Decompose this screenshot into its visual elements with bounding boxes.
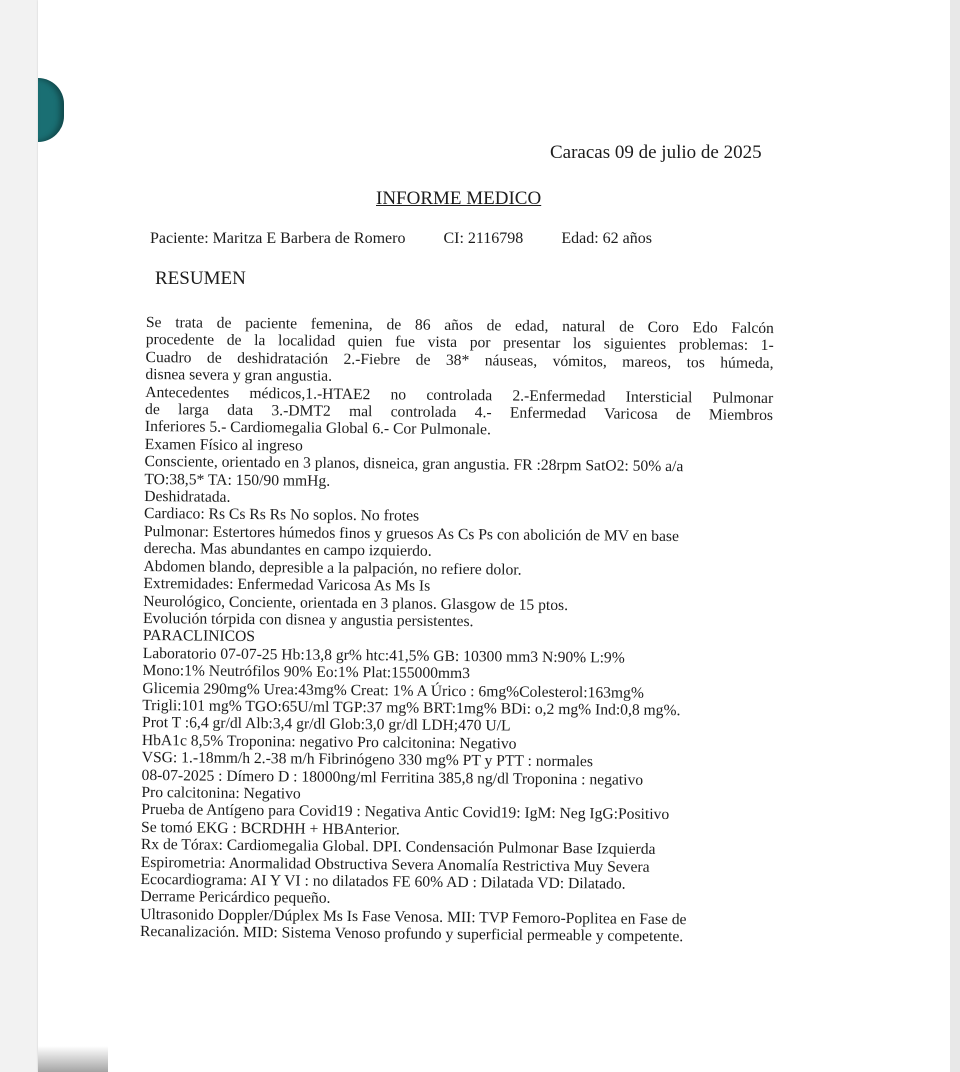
body-line: Abdomen blando, depresible a la palpación, no refiere dolor. bbox=[143, 557, 522, 579]
body-line: Cardiaco: Rs Cs Rs Rs No soplos. No frotes bbox=[143, 505, 420, 526]
body-line: VSG: 1.-18mm/h 2.-38 m/h Fibrinógeno 330 mg% PT y PTT : normales bbox=[141, 749, 594, 771]
body-line: Pro calcitonina: Negativo bbox=[141, 783, 301, 803]
report-body bbox=[140, 314, 774, 947]
body-line: Ecocardiograma: AI Y VI : no dilatados FE 60% AD : Dilatada VD: Dilatado. bbox=[140, 870, 626, 893]
body-line: Rx de Tórax: Cardiomegalia Global. DPI. Condensación Pulmonar Base Izquierda bbox=[140, 836, 656, 859]
body-line: Recanalización. MID: Sistema Venoso profundo y superficial permeable y competente. bbox=[139, 923, 684, 946]
body-line: PARACLINICOS bbox=[142, 627, 256, 646]
body-line: Inferiores 5.- Cardiomegalia Global 6.- Cor Pulmonale. bbox=[144, 418, 491, 439]
patient-name: Paciente: Maritza E Barbera de Romero bbox=[150, 230, 406, 247]
body-line: Espirometria: Anormalidad Obstructiva Severa Anomalía Restrictiva Muy Severa bbox=[140, 853, 650, 876]
body-line: Laboratorio 07-07-25 Hb:13,8 gr% htc:41,5% GB: 10300 mm3 N:90% L:9% bbox=[142, 644, 625, 667]
patient-info bbox=[150, 230, 652, 248]
patient-age: Edad: 62 años bbox=[561, 230, 652, 247]
body-line: Examen Físico al ingreso bbox=[144, 435, 303, 455]
body-line: Extremidades: Enfermedad Varicosa As Ms Is bbox=[143, 575, 431, 595]
body-line: Se tomó EKG : BCRDHH + HBAnterior. bbox=[140, 818, 400, 839]
report-title: INFORME MEDICO bbox=[376, 188, 542, 209]
body-line: Consciente, orientado en 3 planos, disneica, gran angustia. FR :28rpm SatO2: 50% a/a bbox=[144, 453, 684, 476]
body-line: derecha. Mas abundantes en campo izquierdo. bbox=[143, 540, 432, 561]
section-title: RESUMEN bbox=[155, 268, 246, 289]
body-line: Deshidratada. bbox=[144, 488, 231, 506]
body-line: de larga data 3.-DMT2 mal controlada 4.- Enfermedad Varicosa de Miembros bbox=[145, 401, 774, 425]
body-line: Derrame Pericárdico pequeño. bbox=[140, 888, 331, 908]
body-line: Ultrasonido Doppler/Dúplex Ms Is Fase Venosa. MII: TVP Femoro-Poplitea en Fase de bbox=[140, 905, 687, 929]
body-line: HbA1c 8,5% Troponina: negativo Pro calcitonina: Negativo bbox=[141, 731, 517, 753]
body-line: Glicemia 290mg% Urea:43mg% Creat: 1% A Úrico : 6mg%Colesterol:163mg% bbox=[142, 679, 644, 702]
body-line: TO:38,5* TA: 150/90 mmHg. bbox=[144, 470, 331, 490]
patient-ci: CI: 2116798 bbox=[443, 230, 524, 247]
body-line: Prueba de Antígeno para Covid19 : Negativa Antic Covid19: IgM: Neg IgG:Positivo bbox=[141, 801, 670, 824]
body-line: Prot T :6,4 gr/dl Alb:3,4 gr/dl Glob:3,0 gr/dl LDH;470 U/L bbox=[141, 714, 511, 735]
body-line: 08-07-2025 : Dímero D : 18000ng/ml Ferritina 385,8 ng/dl Troponina : negativo bbox=[141, 766, 644, 789]
body-line: procedente de la localidad quien fue vista por presentar los siguientes problemas: 1- bbox=[145, 331, 774, 355]
body-line: Cuadro de deshidratación 2.-Fiebre de 38* náuseas, vómitos, mareos, tos húmeda, bbox=[145, 348, 774, 372]
body-line: Se trata de paciente femenina, de 86 años de edad, natural de Coro Edo Falcón bbox=[145, 314, 774, 338]
body-line: Antecedentes médicos,1.-HTAE2 no controlada 2.-Enfermedad Intersticial Pulmonar bbox=[145, 383, 774, 407]
report-date: Caracas 09 de julio de 2025 bbox=[550, 142, 762, 163]
body-line: Mono:1% Neutrófilos 90% Eo:1% Plat:155000mm3 bbox=[142, 662, 471, 683]
body-line: Trigli:101 mg% TGO:65U/ml TGP:37 mg% BRT:1mg% BDi: o,2 mg% Ind:0,8 mg%. bbox=[142, 696, 681, 720]
body-line: disnea severa y gran angustia. bbox=[145, 366, 333, 386]
body-line: Neurológico, Conciente, orientada en 3 planos. Glasgow de 15 ptos. bbox=[143, 592, 569, 614]
body-line: Evolución tórpida con disnea y angustia persistentes. bbox=[142, 609, 474, 631]
body-line: Pulmonar: Estertores húmedos finos y gruesos As Cs Ps con abolición de MV en base bbox=[143, 522, 680, 546]
